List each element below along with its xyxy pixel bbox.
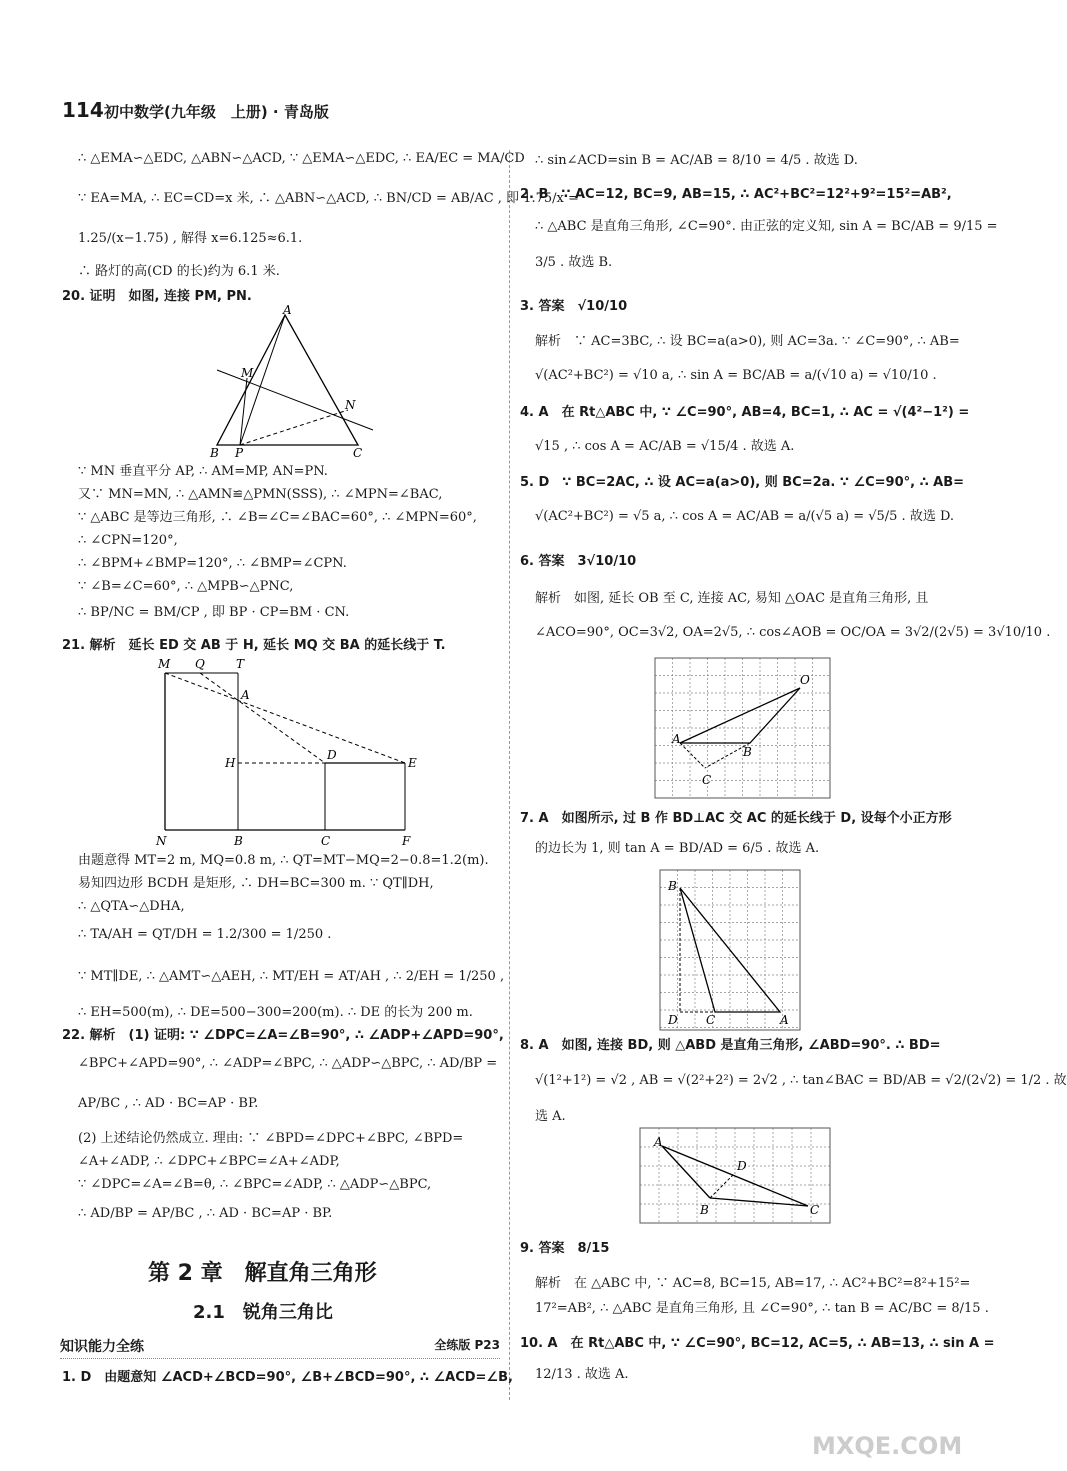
- text-line: ∴ 路灯的高(CD 的长)约为 6.1 米.: [78, 264, 280, 279]
- label-A: A: [780, 1013, 789, 1027]
- label-Q: Q: [195, 657, 205, 671]
- text-line: ∴ sin∠ACD=sin B = AC/AB = 8/10 = 4/5 . 故选 D.: [535, 153, 858, 168]
- question-4: 4. A 在 Rt△ABC 中, ∵ ∠C=90°, AB=4, BC=1, ∴ AC = √(4²−1²) =: [520, 405, 970, 420]
- label-B: B: [210, 446, 219, 460]
- question-3: 3. 答案 √10/10: [520, 299, 628, 314]
- text-line: ∴ EH=500(m), ∴ DE=500−300=200(m). ∴ DE 的长为 200 m.: [78, 1005, 473, 1020]
- question-5: 5. D ∵ BC=2AC, ∴ 设 AC=a(a>0), 则 BC=2a. ∵ ∠C=90°, ∴ AB=: [520, 475, 965, 490]
- label-H: H: [225, 756, 236, 770]
- text-line: ∠BPC+∠APD=90°, ∴ ∠ADP=∠BPC, ∴ △ADP∽△BPC, ∴ AD/BP =: [78, 1056, 498, 1071]
- text-line: ∴ △ABC 是直角三角形, ∠C=90°. 由正弦的定义知, sin A = BC/AB = 9/15 =: [535, 219, 998, 234]
- question-8: 8. A 如图, 连接 BD, 则 △ABD 是直角三角形, ∠ABD=90°. ∴ BD=: [520, 1038, 941, 1053]
- chapter-title: 第 2 章 解直角三角形: [148, 1261, 377, 1286]
- figure-6: [655, 658, 830, 798]
- text-line: 1.25/(x−1.75) , 解得 x=6.125≈6.1.: [78, 231, 303, 246]
- question-20: 20. 证明 如图, 连接 PM, PN.: [62, 289, 252, 304]
- label-A: A: [672, 732, 681, 746]
- text-line: ∵ MN 垂直平分 AP, ∴ AM=MP, AN=PN.: [78, 464, 328, 479]
- text-line: 解析 ∵ AC=3BC, ∴ 设 BC=a(a>0), 则 AC=3a. ∵ ∠C=90°, ∴ AB=: [535, 334, 960, 349]
- label-C: C: [353, 446, 363, 460]
- text-line: 12/13 . 故选 A.: [535, 1367, 629, 1382]
- text-line: (2) 上述结论仍然成立. 理由: ∵ ∠BPD=∠DPC+∠BPC, ∠BPD=: [78, 1131, 464, 1146]
- label-D: D: [327, 748, 337, 762]
- question-7: 7. A 如图所示, 过 B 作 BD⊥AC 交 AC 的延长线于 D, 设每个小正方形: [520, 811, 952, 826]
- label-E: E: [408, 756, 417, 770]
- text-line: ∵ ∠B=∠C=60°, ∴ △MPB∽△PNC,: [78, 579, 294, 594]
- text-line: ∴ AD/BP = AP/BC , ∴ AD · BC=AP · BP.: [78, 1206, 333, 1221]
- question-9: 9. 答案 8/15: [520, 1241, 610, 1256]
- text-line: ∴ BP/NC = BM/CP , 即 BP · CP=BM · CN.: [78, 605, 350, 620]
- text-line: 易知四边形 BCDH 是矩形, ∴ DH=BC=300 m. ∵ QT∥DH,: [78, 876, 434, 891]
- text-line: ∠A+∠ADP, ∴ ∠DPC+∠BPC=∠A+∠ADP,: [78, 1154, 340, 1169]
- section-bar-page: 全练版 P23: [434, 1338, 500, 1352]
- text-line: ∴ △EMA∽△EDC, △ABN∽△ACD, ∵ △EMA∽△EDC, ∴ EA/EC = MA/CD: [78, 151, 525, 166]
- figure-8: [640, 1128, 830, 1223]
- text-line: ∵ MT∥DE, ∴ △AMT∽△AEH, ∴ MT/EH = AT/AH , ∴ 2/EH = 1/250 ,: [78, 969, 505, 984]
- text-line: ∠ACO=90°, OC=3√2, OA=2√5, ∴ cos∠AOB = OC/OA = 3√2/(2√5) = 3√10/10 .: [535, 625, 1051, 640]
- text-line: ∴ ∠BPM+∠BMP=120°, ∴ ∠BMP=∠CPN.: [78, 556, 347, 571]
- text-line: ∵ EA=MA, ∴ EC=CD=x 米, ∴ △ABN∽△ACD, ∴ BN/CD = AB/AC , 即 1.75/x =: [78, 191, 579, 206]
- text-line: ∴ ∠CPN=120°,: [78, 533, 178, 548]
- text-line: 的边长为 1, 则 tan A = BD/AD = 6/5 . 故选 A.: [535, 841, 820, 856]
- label-B: B: [668, 879, 677, 893]
- text-line: 3/5 . 故选 B.: [535, 255, 613, 270]
- section-bar-label: 知识能力全练: [60, 1339, 144, 1355]
- text-line: √15 , ∴ cos A = AC/AB = √15/4 . 故选 A.: [535, 439, 795, 454]
- label-N: N: [345, 398, 356, 412]
- page-title: 初中数学(九年级 上册) · 青岛版: [104, 103, 329, 121]
- text-line: √(AC²+BC²) = √5 a, ∴ cos A = AC/AB = a/(√5 a) = √5/5 . 故选 D.: [535, 509, 955, 524]
- label-P: P: [235, 446, 244, 460]
- label-O: O: [800, 673, 810, 687]
- label-F: F: [402, 834, 411, 848]
- label-N: N: [156, 834, 167, 848]
- question-6: 6. 答案 3√10/10: [520, 554, 637, 569]
- question-10: 10. A 在 Rt△ABC 中, ∵ ∠C=90°, BC=12, AC=5, ∴ AB=13, ∴ sin A =: [520, 1336, 995, 1351]
- question-2: 2. B ∵ AC=12, BC=9, AB=15, ∴ AC²+BC²=12²+9²=15²=AB²,: [520, 187, 952, 202]
- figure-20: [205, 305, 385, 460]
- question-1: 1. D 由题意知 ∠ACD+∠BCD=90°, ∠B+∠BCD=90°, ∴ ∠ACD=∠B,: [62, 1370, 513, 1385]
- label-A: A: [241, 688, 250, 702]
- label-C: C: [810, 1203, 820, 1217]
- label-C: C: [706, 1013, 716, 1027]
- text-line: ∴ △QTA∽△DHA,: [78, 899, 185, 914]
- text-line: 17²=AB², ∴ △ABC 是直角三角形, 且 ∠C=90°, ∴ tan B = AC/BC = 8/15 .: [535, 1301, 989, 1316]
- label-A: A: [654, 1135, 663, 1149]
- text-line: ∵ ∠DPC=∠A=∠B=θ, ∴ ∠BPC=∠ADP, ∴ △ADP∽△BPC,: [78, 1177, 432, 1192]
- text-line: ∴ TA/AH = QT/DH = 1.2/300 = 1/250 .: [78, 927, 332, 942]
- label-M: M: [158, 657, 171, 671]
- page-number: 114: [62, 98, 104, 122]
- text-line: 选 A.: [535, 1109, 566, 1124]
- text-line: 解析 在 △ABC 中, ∵ AC=8, BC=15, AB=17, ∴ AC²+BC²=8²+15²=: [535, 1276, 971, 1291]
- text-line: √(1²+1²) = √2 , AB = √(2²+2²) = 2√2 , ∴ tan∠BAC = BD/AB = √2/(2√2) = 1/2 . 故: [535, 1073, 1067, 1088]
- figure-21: [150, 655, 430, 850]
- label-M: M: [241, 366, 254, 380]
- watermark: MXQE.COM: [812, 1432, 963, 1460]
- label-A: A: [283, 303, 292, 317]
- question-21: 21. 解析 延长 ED 交 AB 于 H, 延长 MQ 交 BA 的延长线于 T.: [62, 638, 446, 653]
- label-T: T: [236, 657, 245, 671]
- figure-7: [660, 870, 800, 1030]
- column-divider: [509, 150, 510, 1400]
- label-D: D: [737, 1159, 747, 1173]
- text-line: 解析 如图, 延长 OB 至 C, 连接 AC, 易知 △OAC 是直角三角形, 且: [535, 591, 929, 606]
- label-B: B: [743, 745, 752, 759]
- text-line: 又∵ MN=MN, ∴ △AMN≌△PMN(SSS), ∴ ∠MPN=∠BAC,: [78, 487, 443, 502]
- question-22: 22. 解析 (1) 证明: ∵ ∠DPC=∠A=∠B=90°, ∴ ∠ADP+∠APD=90°,: [62, 1028, 504, 1043]
- section-title: 2.1 锐角三角比: [193, 1302, 333, 1323]
- text-line: √(AC²+BC²) = √10 a, ∴ sin A = BC/AB = a/(√10 a) = √10/10 .: [535, 368, 937, 383]
- label-B: B: [700, 1203, 709, 1217]
- section-bar: [60, 1336, 500, 1359]
- text-line: ∵ △ABC 是等边三角形, ∴ ∠B=∠C=∠BAC=60°, ∴ ∠MPN=60°,: [78, 510, 477, 525]
- label-C: C: [702, 773, 712, 787]
- label-D: D: [668, 1013, 678, 1027]
- text-line: AP/BC , ∴ AD · BC=AP · BP.: [78, 1096, 259, 1111]
- text-line: 由题意得 MT=2 m, MQ=0.8 m, ∴ QT=MT−MQ=2−0.8=1.2(m).: [78, 853, 489, 868]
- label-C: C: [321, 834, 331, 848]
- label-B: B: [234, 834, 243, 848]
